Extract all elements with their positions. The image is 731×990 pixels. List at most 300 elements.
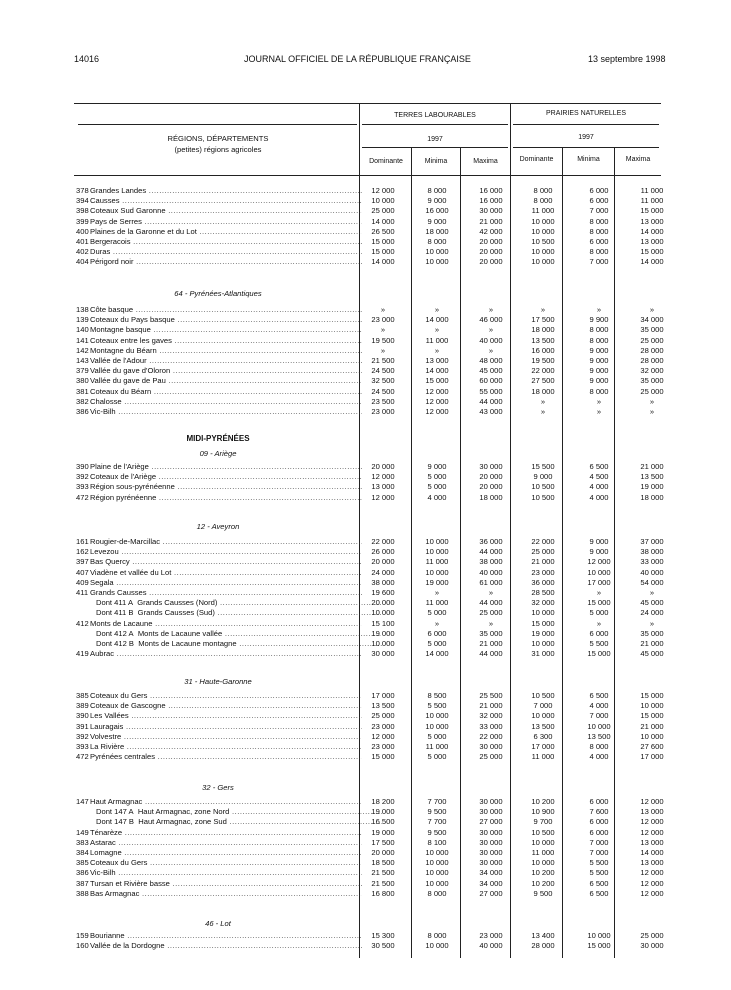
table-row — [76, 226, 664, 237]
terres-dominante-value: 15 000 — [371, 237, 395, 246]
terres-dominante-value: 12 000 — [371, 492, 395, 502]
issue-date: 13 septembre 1998 — [588, 54, 666, 64]
prairies-minima-value: 4 500 — [589, 472, 609, 482]
group-underline-terres — [362, 124, 508, 125]
prairies-minima-value: 9 000 — [589, 547, 609, 557]
prairies-minima-value: 9 000 — [589, 376, 609, 386]
table-row — [76, 577, 664, 588]
prairies-minima-value: 6 000 — [589, 827, 609, 837]
prairies-dominante-value: 10 000 — [531, 639, 555, 648]
terres-maxima-value: » — [488, 325, 494, 335]
prairies-maxima-value: 14 000 — [640, 257, 664, 267]
terres-maxima-value: 21 000 — [479, 216, 503, 226]
prairies-minima-value: 8 000 — [589, 742, 609, 751]
terres-maxima-value: 34 000 — [479, 868, 503, 878]
terres-dominante-value: 17 500 — [371, 837, 395, 847]
terres-maxima-value: » — [488, 618, 494, 628]
region-code: 394 — [76, 196, 89, 206]
prairies-minima-value: 6 000 — [589, 628, 609, 638]
terres-maxima-value: 44 000 — [479, 547, 503, 557]
prairies-maxima-value: 12 000 — [640, 817, 664, 827]
terres-minima-value: 14 000 — [425, 315, 449, 325]
region-code: 388 — [76, 888, 89, 898]
prairies-minima-value: 7 000 — [589, 848, 609, 857]
prairies-maxima-value: 27 600 — [640, 742, 664, 751]
prairies-dominante-value: 10 200 — [531, 797, 555, 806]
terres-maxima-value: 30 000 — [479, 837, 503, 847]
prairies-minima-value: 8 000 — [589, 325, 609, 335]
region-name: Coteaux du Gers ..... — [90, 858, 362, 868]
terres-minima-value: 10 000 — [425, 858, 449, 868]
table-row — [76, 386, 664, 397]
region-name: Segala ..... — [90, 578, 362, 588]
prairies-dominante-value: 8 000 — [533, 196, 553, 206]
region-label: Monts de Lacaune montagne — [138, 639, 237, 648]
region-code: 393 — [76, 742, 89, 751]
terres-maxima-value: 18 000 — [479, 492, 503, 502]
terres-minima-value: 5 500 — [427, 701, 447, 711]
terres-dominante-value: 24 000 — [371, 567, 395, 577]
prairies-dominante-value: 11 000 — [531, 206, 555, 216]
terres-dominante-value: 23 000 — [371, 742, 395, 751]
region-code: Dont 411 B — [96, 608, 134, 618]
region-code: 159 — [76, 931, 89, 940]
prairies-maxima-value: » — [649, 305, 655, 314]
terres-dominante-value: 10 000 — [371, 608, 395, 618]
prairies-minima-value: » — [596, 618, 602, 628]
prairies-maxima-value: 12 000 — [640, 878, 664, 888]
prairies-maxima-value: 14 000 — [640, 226, 664, 236]
prairies-dominante-value: 10 000 — [531, 858, 555, 868]
terres-maxima-value: 20 000 — [479, 257, 503, 267]
terres-maxima-value: 42 000 — [479, 226, 503, 236]
prairies-dominante-value: 6 300 — [533, 731, 553, 741]
terres-maxima-value: 33 000 — [479, 721, 503, 731]
region-heading: MIDI-PYRÉNÉES — [186, 434, 250, 443]
region-name: Plaine de l'Ariège ..... — [90, 462, 362, 472]
prairies-dominante-value: 9 000 — [533, 472, 553, 482]
terres-dominante-value: » — [380, 305, 386, 314]
table-row — [76, 941, 664, 951]
table-row — [76, 462, 664, 472]
prairies-minima-value: 7 600 — [589, 807, 609, 817]
prairies-year: 1997 — [578, 134, 594, 141]
region-name: Coteaux du Gers ..... — [90, 691, 362, 701]
table-row — [76, 858, 664, 868]
table-row — [76, 315, 664, 325]
prairies-dominante-value: 10 500 — [531, 482, 555, 492]
prairies-minima-value: 9 000 — [589, 366, 609, 376]
region-code: 472 — [76, 492, 89, 502]
terres-dominante-value: 20 000 — [371, 462, 395, 471]
prairies-minima-value: 9 900 — [589, 315, 609, 325]
terres-minima-value: 12 000 — [425, 407, 449, 416]
prairies-minima-value: 13 500 — [587, 731, 611, 741]
terres-maxima-value: 48 000 — [479, 356, 503, 365]
terres-dominante-value: 10 000 — [371, 196, 395, 206]
region-name: Rougier-de-Marcillac ..... — [90, 537, 362, 547]
prairies-dominante-value: 10 200 — [531, 878, 555, 888]
region-name — [76, 817, 382, 827]
prairies-dominante-value: 13 400 — [531, 931, 555, 940]
table-row — [76, 247, 664, 257]
terres-maxima-value: 43 000 — [479, 407, 503, 416]
prairies-maxima-value: 11 000 — [640, 196, 664, 206]
region-name — [76, 598, 382, 608]
region-name: Coteaux entre les gaves ..... — [90, 336, 362, 346]
region-name: Tursan et Rivière basse ..... — [90, 879, 362, 889]
terres-minima-value: 9 500 — [427, 807, 447, 817]
terres-maxima-value: 45 000 — [479, 366, 503, 376]
terres-maxima-value: 30 000 — [479, 206, 503, 216]
region-code: 138 — [76, 305, 89, 314]
department-heading: 31 - Haute-Garonne — [184, 677, 252, 686]
prairies-dominante-value: 10 900 — [531, 807, 555, 817]
region-code: 140 — [76, 325, 89, 335]
terres-minima-value: 9 000 — [427, 196, 447, 206]
terres-minima-value: 18 000 — [425, 226, 449, 236]
prairies-maxima-value: 12 000 — [640, 797, 664, 806]
region-name: Coteaux du Pays basque ..... — [90, 315, 362, 325]
prairies-minima-value: 8 000 — [589, 386, 609, 396]
region-label: Grands Causses (Nord) — [137, 598, 218, 608]
terres-maxima-value: 21 000 — [479, 639, 503, 648]
region-code: 411 — [76, 588, 89, 597]
terres-labourables-header: TERRES LABOURABLES — [394, 112, 476, 119]
prairies-minima-value: 4 000 — [589, 701, 609, 711]
terres-minima-value: 10 000 — [425, 567, 449, 577]
table-row — [76, 345, 664, 356]
prairies-maxima-value: 21 000 — [640, 639, 664, 648]
prairies-minima-value: 9 000 — [589, 345, 609, 355]
terres-minima-value: 10 000 — [425, 868, 449, 878]
terres-minima-value: 10 000 — [425, 247, 449, 257]
prairies-dominante-value: 9 500 — [533, 888, 553, 898]
prairies-dominante-value: 10 200 — [531, 868, 555, 878]
prairies-maxima-value: 13 000 — [640, 237, 664, 246]
prairies-maxima-value: 15 000 — [640, 206, 664, 216]
region-code: 143 — [76, 356, 89, 365]
prairies-dominante-value: 18 000 — [531, 386, 555, 396]
col-maxima-terres: Maxima — [473, 158, 498, 165]
region-code: 385 — [76, 858, 89, 868]
prairies-dominante-value: 19 500 — [531, 356, 555, 365]
prairies-dominante-value: » — [540, 305, 546, 314]
terres-maxima-value: 35 000 — [479, 628, 503, 638]
prairies-minima-value: 6 500 — [589, 462, 609, 471]
table-row — [76, 649, 664, 659]
table-top-rule — [74, 103, 661, 104]
terres-maxima-value: 27 000 — [479, 888, 503, 898]
prairies-dominante-value: 10 500 — [531, 691, 555, 700]
region-name: Pays de Serres ..... — [90, 217, 362, 227]
region-code: 379 — [76, 366, 89, 376]
terres-maxima-value: 25 000 — [479, 608, 503, 618]
terres-dominante-value: 15 000 — [371, 752, 395, 762]
page-number: 14016 — [74, 54, 100, 64]
table-row — [76, 701, 664, 711]
prairies-dominante-value: 32 000 — [531, 598, 555, 608]
region-code: 393 — [76, 482, 89, 492]
terres-minima-value: 5 000 — [427, 472, 447, 482]
prairies-minima-value: 8 000 — [589, 335, 609, 345]
region-code: 392 — [76, 472, 89, 482]
table-row — [76, 797, 664, 807]
prairies-dominante-value: 9 700 — [533, 817, 553, 827]
terres-maxima-value: 34 000 — [479, 878, 503, 888]
prairies-dominante-value: 16 000 — [531, 345, 555, 355]
terres-minima-value: 7 700 — [427, 797, 447, 806]
table-row — [76, 639, 664, 649]
prairies-maxima-value: 15 000 — [640, 247, 664, 257]
prairies-dominante-value: 7 000 — [533, 701, 553, 711]
terres-maxima-value: 38 000 — [479, 557, 503, 567]
terres-minima-value: 8 000 — [427, 888, 447, 898]
region-code: Dont 147 B — [96, 817, 134, 827]
terres-dominante-value: » — [380, 325, 386, 335]
prairies-dominante-value: 19 000 — [531, 628, 555, 638]
terres-dominante-value: 13 500 — [371, 701, 395, 711]
prairies-maxima-value: 25 000 — [640, 335, 664, 345]
region-name: Lauragais ..... — [90, 722, 362, 732]
region-label: Haut Armagnac, zone Nord — [137, 807, 230, 817]
region-name: Vallée du gave d'Oloron ..... — [90, 366, 362, 376]
region-code: 381 — [76, 386, 89, 396]
prairies-maxima-value: 38 000 — [640, 547, 664, 557]
prairies-minima-value: 5 000 — [589, 608, 609, 618]
table-row — [76, 721, 664, 732]
terres-minima-value: » — [434, 345, 440, 355]
prairies-minima-value: 8 000 — [589, 247, 609, 257]
region-code: 398 — [76, 206, 89, 216]
prairies-minima-value: 6 000 — [589, 817, 609, 827]
region-code: 141 — [76, 335, 89, 345]
terres-maxima-value: 30 000 — [479, 742, 503, 751]
terres-minima-value: 10 000 — [425, 547, 449, 557]
prairies-dominante-value: 15 000 — [531, 618, 555, 628]
prairies-minima-value: 6 000 — [589, 186, 609, 195]
table-row — [76, 557, 664, 567]
journal-title: JOURNAL OFFICIEL DE LA RÉPUBLIQUE FRANÇAISE — [244, 54, 471, 64]
col-minima-prairies: Minima — [577, 156, 600, 163]
region-code: 384 — [76, 848, 89, 857]
terres-minima-value: 9 000 — [427, 462, 447, 471]
table-row — [76, 691, 664, 701]
prairies-dominante-value: 27 500 — [531, 376, 555, 386]
table-row — [76, 868, 664, 878]
region-name: Côte basque ..... — [90, 305, 362, 315]
region-name: Haut Armagnac ..... — [90, 797, 362, 807]
prairies-minima-value: 15 000 — [587, 598, 611, 608]
terres-minima-value: 8 500 — [427, 691, 447, 700]
terres-minima-value: 11 000 — [425, 742, 449, 751]
region-code: 142 — [76, 345, 89, 355]
terres-maxima-value: 16 000 — [479, 186, 503, 195]
table-row — [76, 598, 664, 608]
terres-maxima-value: 20 000 — [479, 247, 503, 257]
prairies-dominante-value: 11 000 — [531, 752, 555, 762]
prairies-dominante-value: 13 500 — [531, 335, 555, 345]
terres-maxima-value: 21 000 — [479, 701, 503, 711]
prairies-minima-value: 5 500 — [589, 858, 609, 868]
prairies-minima-value: 5 500 — [589, 639, 609, 648]
prairies-maxima-value: 18 000 — [640, 492, 664, 502]
prairies-maxima-value: 17 000 — [640, 752, 664, 762]
prairies-maxima-value: » — [649, 618, 655, 628]
terres-dominante-value: 18 500 — [371, 858, 395, 868]
table-row — [76, 817, 664, 827]
terres-minima-value: 5 000 — [427, 608, 447, 618]
table-row — [76, 827, 664, 838]
prairies-maxima-value: 33 000 — [640, 557, 664, 567]
prairies-minima-value: 12 000 — [587, 557, 611, 567]
department-heading: 46 - Lot — [205, 919, 231, 928]
region-name: Astarac ..... — [90, 838, 362, 848]
region-code: Dont 147 A — [96, 807, 134, 817]
terres-minima-value: 14 000 — [425, 649, 449, 659]
prairies-minima-value: 17 000 — [587, 577, 611, 587]
table-row — [76, 878, 664, 889]
prairies-minima-value: 10 000 — [587, 931, 611, 940]
region-code: Dont 412 B — [96, 639, 134, 648]
terres-maxima-value: 20 000 — [479, 482, 503, 492]
table-row — [76, 567, 664, 578]
terres-minima-value: 11 000 — [425, 335, 449, 345]
terres-maxima-value: 30 000 — [479, 797, 503, 806]
terres-dominante-value: 15 100 — [371, 618, 395, 628]
prairies-maxima-value: 54 000 — [640, 577, 664, 587]
terres-maxima-value: 40 000 — [479, 567, 503, 577]
prairies-minima-value: 10 000 — [587, 721, 611, 731]
table-row — [76, 752, 664, 762]
prairies-maxima-value: » — [649, 407, 655, 416]
region-code: 401 — [76, 237, 89, 246]
region-code: 390 — [76, 711, 89, 721]
prairies-dominante-value: 10 500 — [531, 237, 555, 246]
terres-maxima-value: 20 000 — [479, 237, 503, 246]
prairies-minima-value: 7 000 — [589, 837, 609, 847]
region-name — [76, 807, 382, 817]
region-name: Bergeracois ..... — [90, 237, 362, 247]
terres-maxima-value: 60 000 — [479, 376, 503, 386]
region-code: 139 — [76, 315, 89, 325]
prairies-dominante-value: 8 000 — [533, 186, 553, 195]
region-code: 383 — [76, 837, 89, 847]
terres-dominante-value: 14 000 — [371, 257, 395, 267]
terres-minima-value: 10 000 — [425, 721, 449, 731]
region-code: 392 — [76, 731, 89, 741]
prairies-minima-value: 8 000 — [589, 216, 609, 226]
table-row — [76, 186, 664, 196]
prairies-minima-value: » — [596, 305, 602, 314]
prairies-maxima-value: 11 000 — [640, 186, 664, 195]
prairies-minima-value: 15 000 — [587, 649, 611, 659]
terres-minima-value: 8 000 — [427, 237, 447, 246]
department-heading: 32 - Gers — [202, 783, 234, 792]
group-underline-prairies — [513, 124, 659, 125]
terres-maxima-value: 46 000 — [479, 315, 503, 325]
terres-dominante-value: 12 000 — [371, 731, 395, 741]
department-heading: 12 - Aveyron — [196, 522, 240, 531]
prairies-dominante-value: 10 500 — [531, 827, 555, 837]
prairies-dominante-value: 13 500 — [531, 721, 555, 731]
prairies-maxima-value: 13 000 — [640, 807, 664, 817]
terres-minima-value: 10 000 — [425, 878, 449, 888]
prairies-maxima-value: 34 000 — [640, 315, 664, 325]
terres-maxima-value: 23 000 — [479, 931, 503, 940]
prairies-dominante-value: 11 000 — [531, 848, 555, 857]
prairies-maxima-value: 12 000 — [640, 868, 664, 878]
prairies-minima-value: 4 000 — [589, 752, 609, 762]
prairies-minima-value: 7 000 — [589, 206, 609, 216]
region-code: 409 — [76, 577, 89, 587]
prairies-minima-value: 6 500 — [589, 691, 609, 700]
table-row — [76, 237, 664, 247]
region-code: 400 — [76, 226, 89, 236]
region-code: 382 — [76, 396, 89, 406]
prairies-maxima-value: 13 000 — [640, 837, 664, 847]
prairies-maxima-value: 10 000 — [640, 701, 664, 711]
terres-dominante-value: 18 200 — [371, 797, 395, 806]
prairies-minima-value: 6 000 — [589, 797, 609, 806]
region-name: Vic-Bilh ..... — [90, 407, 362, 417]
terres-maxima-value: 36 000 — [479, 537, 503, 546]
prairies-minima-value: 6 500 — [589, 878, 609, 888]
prairies-maxima-value: 25 000 — [640, 386, 664, 396]
table-row — [76, 196, 664, 206]
prairies-dominante-value: 22 000 — [531, 537, 555, 546]
year-underline-terres — [362, 147, 508, 148]
region-name: Monts de Lacaune ..... — [90, 619, 362, 629]
year-underline-prairies — [513, 147, 659, 148]
terres-dominante-value: 20 000 — [371, 598, 395, 608]
prairies-minima-value: 7 000 — [589, 711, 609, 721]
terres-dominante-value: 19 000 — [371, 628, 395, 638]
terres-maxima-value: 30 000 — [479, 807, 503, 817]
terres-minima-value: 5 000 — [427, 731, 447, 741]
region-code: 397 — [76, 557, 89, 567]
terres-minima-value: 12 000 — [425, 396, 449, 406]
terres-dominante-value: 16 500 — [371, 817, 395, 827]
prairies-maxima-value: 12 000 — [640, 888, 664, 898]
prairies-dominante-value: 10 000 — [531, 216, 555, 226]
region-name: Vallée de la Dordogne ..... — [90, 941, 362, 951]
terres-dominante-value: 19 000 — [371, 827, 395, 837]
prairies-maxima-value: 30 000 — [640, 941, 664, 951]
region-code: 387 — [76, 878, 89, 888]
region-name: Coteaux du Béarn ..... — [90, 387, 362, 397]
region-name: Duras ..... — [90, 247, 362, 257]
table-row — [76, 742, 664, 752]
region-code: 402 — [76, 247, 89, 257]
terres-year: 1997 — [427, 136, 443, 143]
terres-dominante-value: 22 000 — [371, 537, 395, 546]
prairies-maxima-value: 13 000 — [640, 216, 664, 226]
table-row — [76, 628, 664, 639]
region-name — [76, 608, 382, 618]
region-name: Région sous-pyrénéenne ..... — [90, 482, 362, 492]
prairies-maxima-value: 40 000 — [640, 567, 664, 577]
prairies-maxima-value: 15 000 — [640, 711, 664, 721]
prairies-dominante-value: 10 000 — [531, 837, 555, 847]
region-code: 390 — [76, 462, 89, 471]
prairies-maxima-value: 35 000 — [640, 325, 664, 335]
prairies-minima-value: » — [596, 588, 602, 597]
col-dominante-terres: Dominante — [369, 158, 403, 165]
terres-minima-value: 10 000 — [425, 711, 449, 721]
terres-minima-value: 5 000 — [427, 639, 447, 648]
prairies-minima-value: 4 000 — [589, 482, 609, 492]
